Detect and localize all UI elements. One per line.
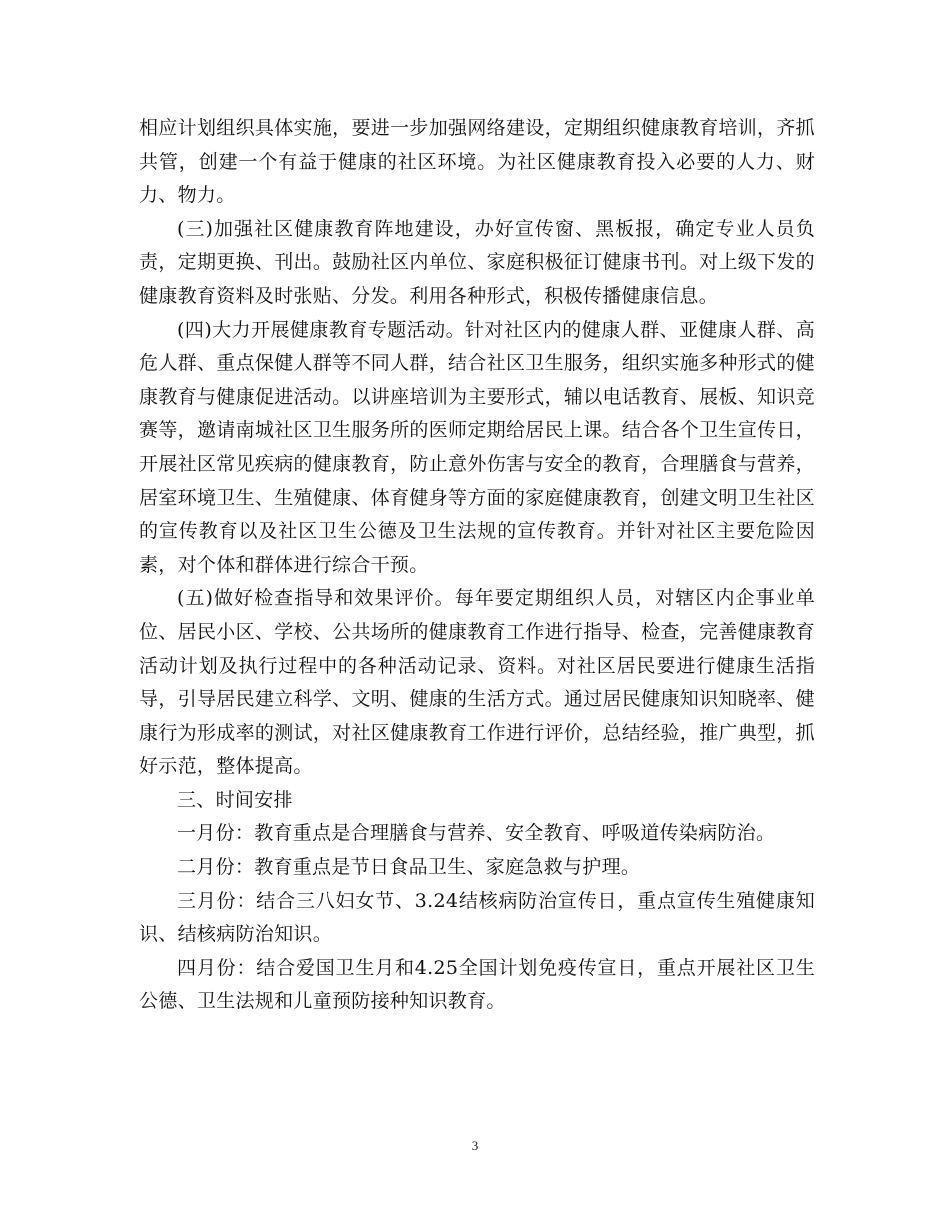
- paragraph-section-three: (三)加强社区健康教育阵地建设，办好宣传窗、黑板报，确定专业人员负责，定期更换、刊出。鼓励社区内单位、家庭积极征订健康书刊。对上级下发的健康教育资料及时张贴、分发。利用各种形式，积极传播健康信息。: [139, 217, 815, 307]
- schedule-february: 二月份：教育重点是节日食品卫生、家庭急救与护理。: [177, 856, 641, 879]
- document-body: [139, 112, 815, 1019]
- page-number: 3: [471, 1138, 479, 1153]
- paragraph-continuation: 相应计划组织具体实施，要进一步加强网络建设，定期组织健康教育培训，齐抓共管，创建一个有益于健康的社区环境。为社区健康教育投入必要的人力、财力、物力。: [139, 117, 815, 207]
- schedule-april: 四月份：结合爱国卫生月和4.25全国计划免疫传宣日，重点开展社区卫生公德、卫生法规和儿童预防接种知识教育。: [139, 956, 815, 1013]
- section-heading-schedule: 三、时间安排: [177, 788, 293, 811]
- schedule-january: 一月份：教育重点是合理膳食与营养、安全教育、呼吸道传染病防治。: [177, 822, 776, 845]
- paragraph-section-five: (五)做好检查指导和效果评价。每年要定期组织人员，对辖区内企事业单位、居民小区、学校、公共场所的健康教育工作进行指导、检查，完善健康教育活动计划及执行过程中的各种活动记录、资料。对社区居民要进行健康生活指导，引导居民建立科学、文明、健康的生活方式。通过居民健康知识知晓率、健康行为形成率的测试，对社区健康教育工作进行评价，总结经验，推广典型，抓好示范，整体提高。: [139, 587, 815, 778]
- paragraph-section-four: (四)大力开展健康教育专题活动。针对社区内的健康人群、亚健康人群、高危人群、重点保健人群等不同人群，结合社区卫生服务，组织实施多种形式的健康教育与健康促进活动。以讲座培训为主要形式，辅以电话教育、展板、知识竞赛等，邀请南城社区卫生服务所的医师定期给居民上课。结合各个卫生宣传日，开展社区常见疾病的健康教育，防止意外伤害与安全的教育，合理膳食与营养，居室环境卫生、生殖健康、体育健身等方面的家庭健康教育，创建文明卫生社区的宣传教育以及社区卫生公德及卫生法规的宣传教育。并针对社区主要危险因素，对个体和群体进行综合干预。: [139, 318, 815, 576]
- schedule-march: 三月份：结合三八妇女节、3.24结核病防治宣传日，重点宣传生殖健康知识、结核病防治知识。: [139, 889, 815, 946]
